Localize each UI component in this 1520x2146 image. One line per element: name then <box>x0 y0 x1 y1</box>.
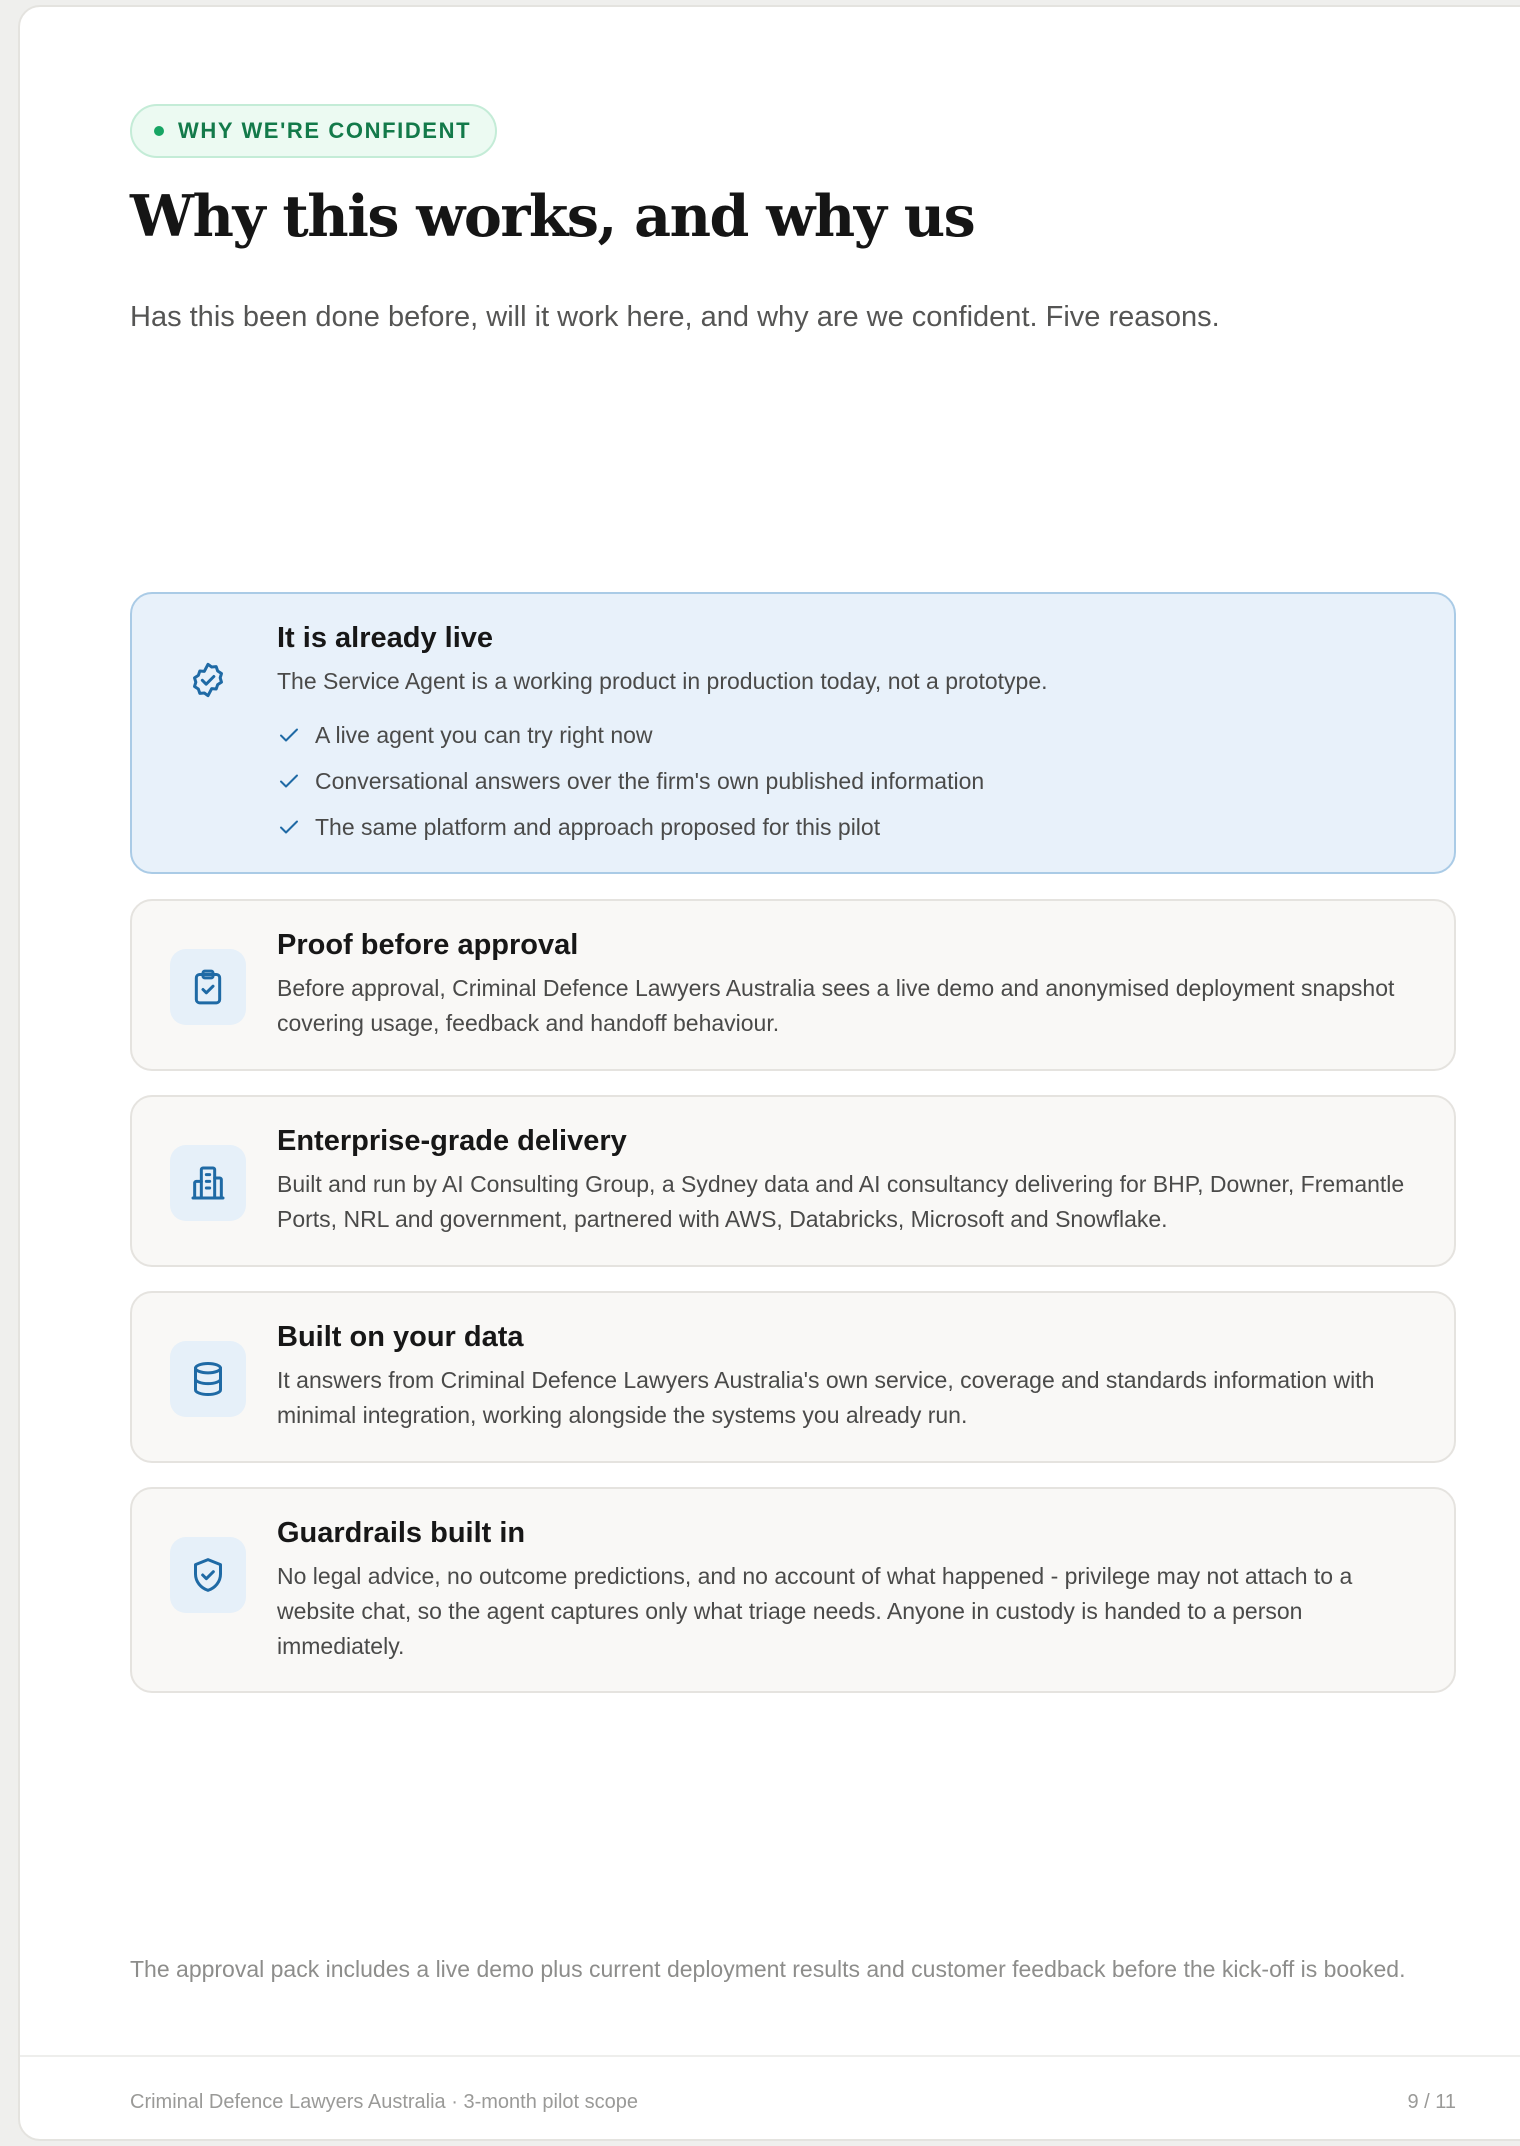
check-item-label: The same platform and approach proposed for this pilot <box>315 813 881 840</box>
card-title: Built on your data <box>277 1321 524 1353</box>
footer-divider <box>20 2055 1520 2057</box>
database-icon <box>170 1341 246 1417</box>
check-item <box>277 758 984 804</box>
card-title: Guardrails built in <box>277 1517 526 1549</box>
footer-label: Criminal Defence Lawyers Australia · 3-month pilot scope <box>130 2091 638 2113</box>
card-body: It answers from Criminal Defence Lawyers Australia's own service, coverage and standards information with minimal integration, working alongside the systems you already run. <box>277 1367 1375 1428</box>
check-icon <box>277 769 301 793</box>
slide-page <box>18 5 1520 2141</box>
shield-check-icon <box>170 1537 246 1613</box>
approval-note: The approval pack includes a live demo plus current deployment results and customer feedback before the kick-off is booked. <box>130 1956 1406 1982</box>
page-title: Why this works, and why us <box>130 183 975 250</box>
reason-card-guardrails <box>130 1487 1456 1693</box>
card-title: It is already live <box>277 622 494 654</box>
check-item-label: Conversational answers over the firm's own published information <box>315 767 985 794</box>
status-dot-icon <box>154 126 164 136</box>
card-title: Enterprise-grade delivery <box>277 1125 627 1157</box>
card-body: The Service Agent is a working product in production today, not a prototype. <box>277 668 1048 694</box>
check-icon <box>277 815 301 839</box>
check-item <box>277 712 984 758</box>
eyebrow-label: WHY WE'RE CONFIDENT <box>178 118 472 143</box>
clipboard-check-icon <box>170 949 246 1025</box>
card-body: Built and run by AI Consulting Group, a Sydney data and AI consultancy delivering for BHP, Downer, Fremantle Ports, NRL and government, partnered with AWS, Databricks, Microsoft and Snowflake. <box>277 1171 1405 1232</box>
page-number: 9 / 11 <box>1407 2091 1456 2113</box>
card-body: Before approval, Criminal Defence Lawyers Australia sees a live demo and anonymised deployment snapshot covering usage, feedback and handoff behaviour. <box>277 975 1395 1036</box>
check-icon <box>277 723 301 747</box>
reason-card-live <box>130 592 1456 874</box>
eyebrow-badge <box>130 104 497 158</box>
card-title: Proof before approval <box>277 929 579 961</box>
reason-card-enterprise <box>130 1095 1456 1267</box>
badge-check-icon <box>170 642 246 718</box>
check-item-label: A live agent you can try right now <box>315 721 653 748</box>
check-item <box>277 804 984 850</box>
reason-card-data <box>130 1291 1456 1463</box>
page-subtitle: Has this been done before, will it work here, and why are we confident. Five reasons. <box>130 301 1220 333</box>
reason-card-proof <box>130 899 1456 1071</box>
check-list <box>277 712 984 850</box>
building-icon <box>170 1145 246 1221</box>
card-body: No legal advice, no outcome predictions, and no account of what happened - privilege may not attach to a website chat, so the agent captures only what triage needs. Anyone in custody is handed to a person immediately. <box>277 1563 1353 1659</box>
